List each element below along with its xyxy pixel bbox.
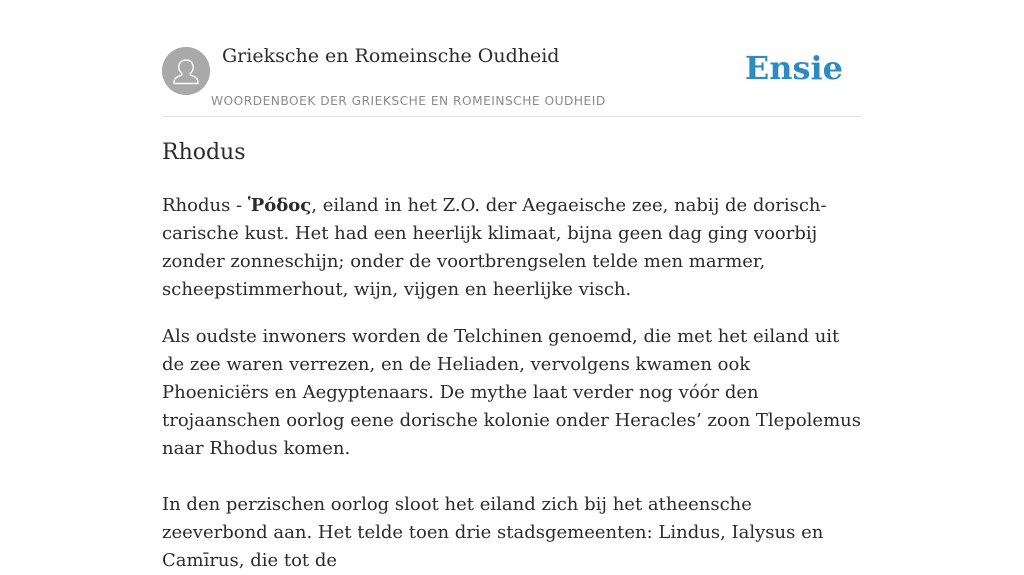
dictionary-avatar[interactable] <box>162 47 210 95</box>
entry-paragraph <box>162 192 862 304</box>
dictionary-subtitle[interactable]: WOORDENBOEK DER GRIEKSCHE EN ROMEINSCHE OUDHEID <box>211 94 606 108</box>
entry-lead: Rhodus - <box>162 195 248 216</box>
ensie-logo[interactable]: Ensie <box>744 49 843 87</box>
dictionary-header <box>162 0 862 117</box>
entry-body <box>162 192 862 575</box>
dictionary-name-link[interactable]: Grieksche en Romeinsche Oudheid <box>222 45 560 67</box>
entry-paragraph: In den perzischen oorlog sloot het eiland zich bij het atheensche zeeverbond aan. Het telde toen drie stadsgemeenten: Lindus, Ialysus en Camīrus, die tot de <box>162 494 824 571</box>
user-icon <box>162 47 210 95</box>
entry-title: Rhodus <box>162 140 246 165</box>
entry-paragraph-text: , eiland in het Z.O. der Aegaeische zee, nabij de dorisch-carische kust. Het had een heerlijk klimaat, bijna geen dag ging voorbij zonder zonneschijn; onder de voortbrengselen telde men marmer, scheepstimmerhout, wijn, vijgen en heerlijke visch. <box>162 195 827 300</box>
greek-term: Ῥόδος <box>247 195 312 216</box>
entry-paragraph: Als oudste inwoners worden de Telchinen genoemd, die met het eiland uit de zee waren verrezen, en de Heliaden, vervolgens kwamen ook Phoeniciërs en Aegyptenaars. De mythe laat verder nog vóór den trojaanschen oorlog eene dorische kolonie onder Heracles’ zoon Tlepolemus naar Rhodus komen. <box>162 326 861 459</box>
page <box>162 0 862 571</box>
